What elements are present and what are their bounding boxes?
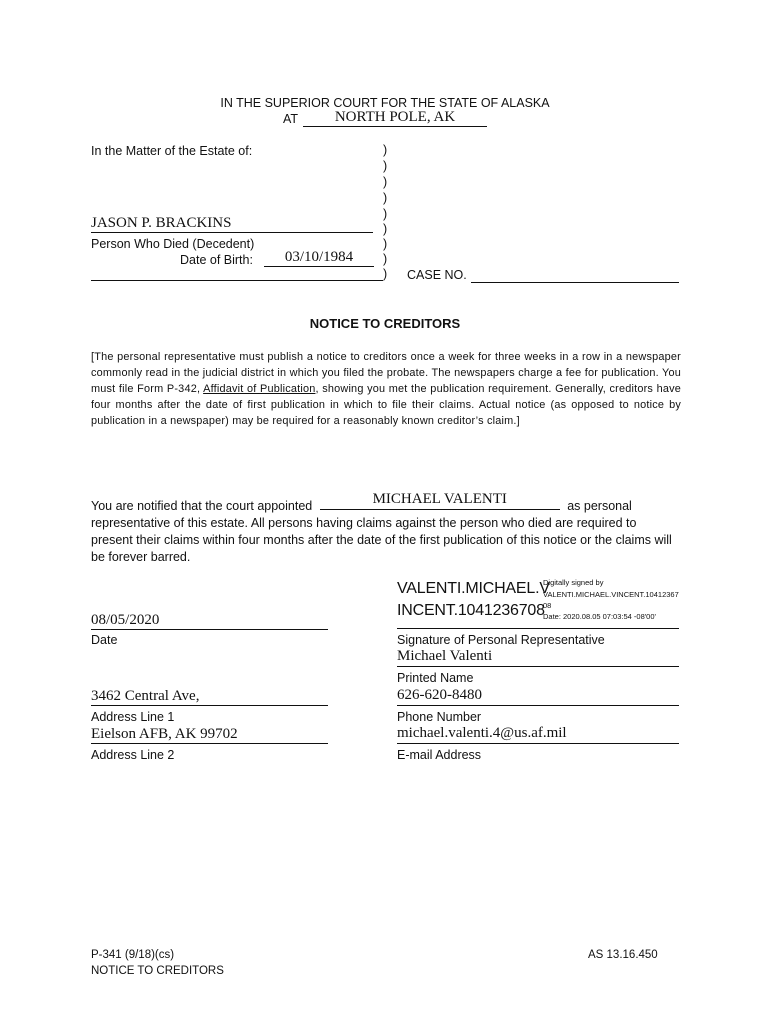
date-value: 08/05/2020	[91, 612, 160, 628]
decedent-name: JASON P. BRACKINS	[91, 215, 232, 231]
signature-name-line2: INCENT.1041236708	[397, 602, 545, 619]
digital-signature-date: Date: 2020.08.05 07:03:54 -08'00'	[543, 612, 656, 621]
caption-paren: )	[383, 207, 388, 221]
representative-name: MICHAEL VALENTI	[372, 491, 507, 507]
address1-label: Address Line 1	[91, 710, 175, 724]
instructions-paragraph	[91, 349, 681, 429]
caption-paren: )	[383, 237, 388, 251]
notice-prefix: You are notified that the court appointed	[91, 499, 313, 513]
digital-signature-name2: 08	[543, 601, 552, 610]
signature-name-line1: VALENTI.MICHAEL.V	[397, 580, 550, 597]
form-id: P-341 (9/18)(cs)	[91, 949, 175, 961]
affidavit-link[interactable]: Affidavit of Publication	[203, 383, 316, 395]
court-heading: IN THE SUPERIOR COURT FOR THE STATE OF ALASKA	[220, 96, 550, 110]
notice-paragraph	[91, 491, 691, 566]
dob-label: Date of Birth:	[180, 253, 253, 267]
caption-paren: )	[383, 267, 388, 281]
signature-label: Signature of Personal Representative	[397, 633, 605, 647]
representative-field	[320, 491, 560, 510]
caption-paren: )	[383, 191, 388, 205]
case-no-line[interactable]	[471, 268, 679, 283]
phone-value: 626-620-8480	[397, 687, 482, 703]
court-location: NORTH POLE, AK	[334, 109, 456, 125]
address2-label: Address Line 2	[91, 748, 175, 762]
caption-paren: )	[383, 143, 388, 157]
caption-paren: )	[383, 252, 388, 266]
statute-reference: AS 13.16.450	[588, 949, 658, 961]
instructions-text: , showing you met the publication requirement. Generally, creditors have four months after the date of first publication in which to file their claims. Actual notice (as opposed to notice by publication in a newspaper) may be required for a reasonably known creditor’s claim.]	[91, 383, 682, 427]
address1-value: 3462 Central Ave,	[91, 688, 200, 704]
caption-paren: )	[383, 175, 388, 189]
date-label: Date	[91, 633, 118, 647]
form-name: NOTICE TO CREDITORS	[91, 965, 224, 977]
caption-paren: )	[383, 159, 388, 173]
notice-body: representative of this estate. All persons having claims against the person who died are required to present their claims within four months after the date of the first publication of this notice or the claims will be forever barred.	[91, 516, 672, 564]
digital-signature-label: Digitally signed by	[543, 578, 604, 587]
estate-matter-label: In the Matter of the Estate of:	[91, 144, 253, 158]
digital-signature-name1: VALENTI.MICHAEL.VINCENT.10412367	[543, 590, 679, 599]
caption-bottom-line	[91, 268, 383, 281]
printed-name-label: Printed Name	[397, 671, 474, 685]
printed-name-value: Michael Valenti	[397, 648, 493, 664]
signature-line	[397, 628, 679, 629]
email-value: michael.valenti.4@us.af.mil	[397, 725, 567, 741]
notice-first-line	[91, 491, 691, 515]
email-label: E-mail Address	[397, 748, 482, 762]
caption-paren: )	[383, 222, 388, 236]
decedent-label: Person Who Died (Decedent)	[91, 237, 255, 251]
dob-value: 03/10/1984	[284, 249, 354, 265]
instructions-text: [The personal representative must publish a notice to creditors once a week for three weeks in a row in a newspaper commonly read in the judicial district in which you filed the probate. The newspapers charge a fee for publication. You must file Form P-342,	[91, 351, 681, 395]
case-no-label: CASE NO.	[407, 268, 467, 282]
court-at-label: AT	[283, 112, 299, 126]
notice-suffix: as personal	[567, 499, 632, 513]
document-title: NOTICE TO CREDITORS	[309, 316, 461, 331]
address2-value: Eielson AFB, AK 99702	[91, 726, 238, 742]
signature-block[interactable]	[397, 576, 679, 628]
phone-label: Phone Number	[397, 710, 482, 724]
